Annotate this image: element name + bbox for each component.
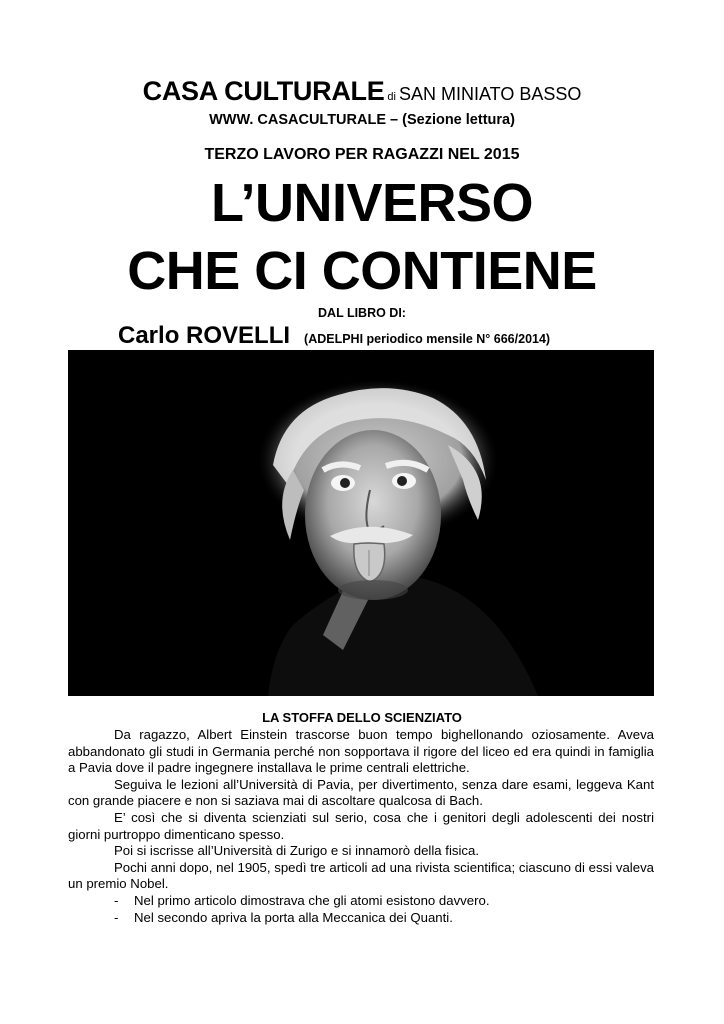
bullet-text: Nel secondo apriva la porta alla Meccanica dei Quanti. (134, 909, 453, 925)
article-paragraph: Da ragazzo, Albert Einstein trascorse buon tempo bighellonando oziosamente. Aveva abbandonato gli studi in Germania perché non sopportava il rigore del liceo ed era quindi in famiglia a Pavia dove il padre ingegnere installava le prime centrali elettriche. (68, 727, 654, 776)
header-website: WWW. CASACULTURALE – (Sezione lettura) (209, 112, 515, 128)
einstein-photo (68, 350, 654, 696)
article-heading: LA STOFFA DELLO SCIENZIATO (262, 710, 462, 725)
organization-name: CASA CULTURALE (142, 76, 385, 106)
source-label: DAL LIBRO DI: (318, 306, 406, 320)
article-paragraph: Seguiva le lezioni all’Università di Pavia, per divertimento, senza dare esami, leggeva Kant con grande piacere e non si saziava mai di ascoltare qualcosa di Bach. (68, 776, 654, 809)
article-bullet-item (68, 910, 654, 927)
header-subtitle: TERZO LAVORO PER RAGAZZI NEL 2015 (204, 146, 520, 163)
author-name: Carlo ROVELLI (118, 322, 291, 349)
publisher-info: (ADELPHI periodico mensile N° 666/2014) (304, 332, 551, 346)
article-paragraph: Poi si iscrisse all’Università di Zurigo e si innamorò della fisica. (114, 843, 479, 859)
article-paragraph: E’ così che si diventa scienziati sul serio, cosa che i genitori degli adolescenti dei nostri giorni purtroppo dimenticano spesso. (68, 809, 654, 842)
bullet-dash: - (114, 892, 119, 908)
main-title-line2: CHE CI CONTIENE (127, 241, 597, 301)
article-paragraph: Pochi anni dopo, nel 1905, spedì tre articoli ad una rivista scientifica; ciascuno di essi valeva un premio Nobel. (68, 859, 654, 892)
organization-di: di (387, 91, 396, 103)
organization-place: SAN MINIATO BASSO (398, 84, 582, 104)
bullet-dash: - (114, 909, 119, 925)
bullet-text: Nel primo articolo dimostrava che gli atomi esistono davvero. (134, 892, 490, 908)
author-line (118, 322, 550, 350)
header-organization (0, 76, 724, 107)
article-bullet-list (68, 893, 654, 926)
article-bullet-item (68, 893, 654, 910)
article-body (68, 727, 654, 926)
main-title-line1: L’UNIVERSO (210, 173, 534, 233)
